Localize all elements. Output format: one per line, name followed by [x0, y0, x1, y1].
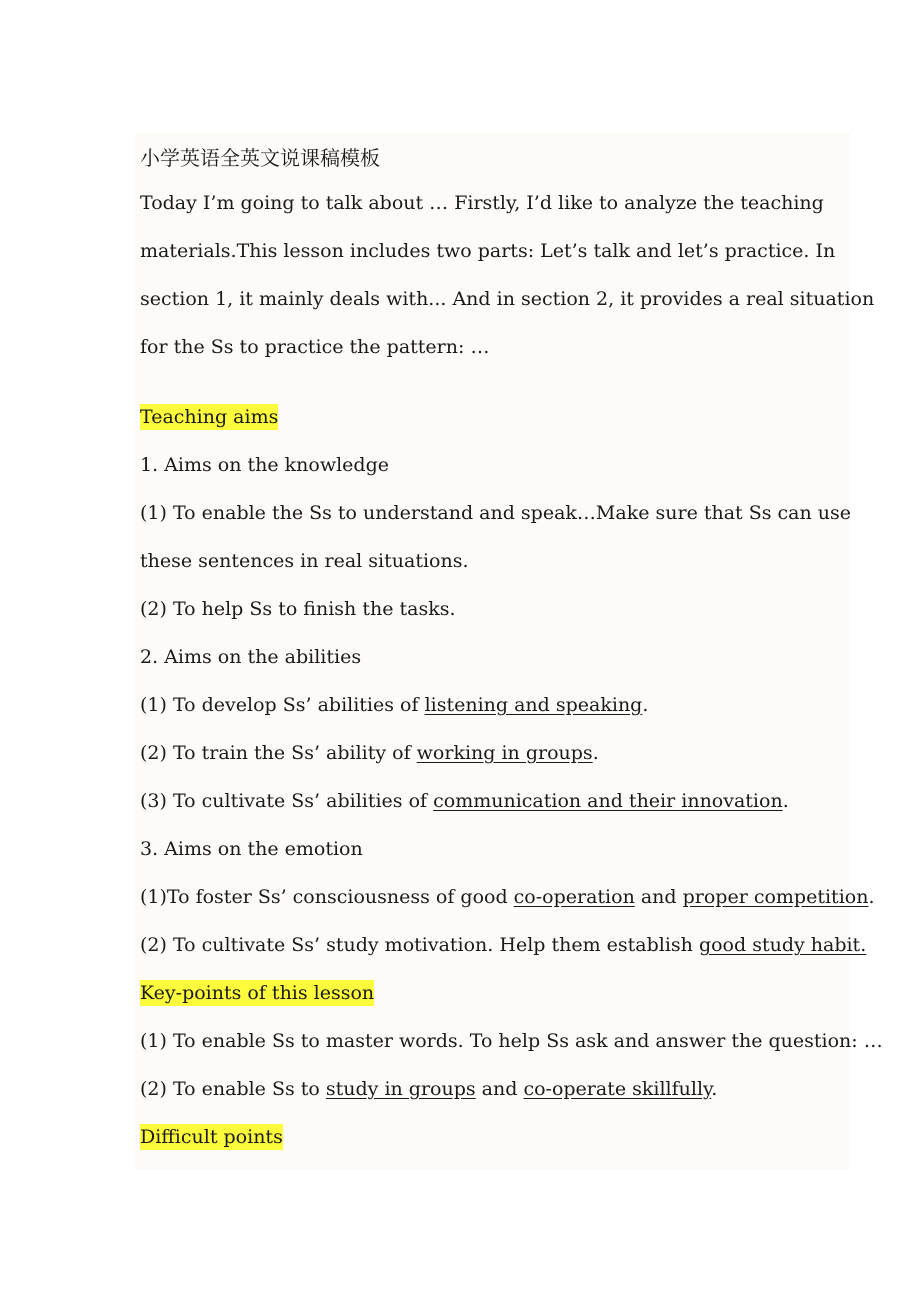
document-title: 小学英语全英文说课稿模板 — [140, 146, 380, 170]
key-points-heading: Key-points of this lesson — [140, 982, 375, 1004]
intro-line-1: Today I’m going to talk about … Firstly, I’d like to analyze the teaching — [140, 192, 824, 214]
aims-abilities-item-3 — [140, 777, 848, 825]
text-segment: . — [868, 886, 875, 908]
aims-abilities-item-1 — [140, 681, 848, 729]
aims-emotion-item-1 — [140, 873, 875, 921]
difficult-points-heading-line — [140, 1113, 848, 1161]
intro-line-2: materials.This lesson includes two parts: Let’s talk and let’s practice. In — [140, 240, 836, 262]
text-segment: (1) To develop Ss’ abilities of — [140, 694, 425, 716]
text-segment: (3) To cultivate Ss’ abilities of — [140, 790, 434, 812]
teaching-aims-heading: Teaching aims — [140, 406, 279, 428]
text-segment: . — [642, 694, 649, 716]
key-points-item-2 — [140, 1065, 848, 1113]
key-points-item-1: (1) To enable Ss to master words. To help Ss ask and answer the question: … — [140, 1030, 883, 1052]
underlined-phrase: communication and their innovation — [433, 790, 783, 812]
underlined-phrase: working in groups — [416, 742, 593, 764]
aims-emotion-item-2 — [140, 921, 867, 969]
text-segment: and — [634, 886, 683, 908]
text-segment: . — [782, 790, 789, 812]
underlined-phrase: co-operation — [513, 886, 635, 908]
underlined-phrase: listening and speaking — [424, 694, 643, 716]
aims-abilities-item-2 — [140, 729, 848, 777]
teaching-aims-heading-line — [140, 393, 848, 441]
intro-line-4: for the Ss to practice the pattern: … — [140, 336, 490, 358]
text-segment: (2) To train the Ss’ ability of — [140, 742, 417, 764]
text-segment: and — [475, 1078, 524, 1100]
underlined-phrase: study in groups — [325, 1078, 476, 1100]
underlined-phrase: co-operate skillfully — [523, 1078, 712, 1100]
aims-knowledge-item-1-line-1: (1) To enable the Ss to understand and speak…Make sure that Ss can use — [140, 502, 852, 524]
aims-knowledge-item-1-line-2: these sentences in real situations. — [140, 550, 469, 572]
document-page — [135, 133, 883, 1169]
aims-abilities-label: 2. Aims on the abilities — [140, 646, 362, 668]
underlined-phrase: proper competition — [682, 886, 869, 908]
text-segment: (2) To enable Ss to — [140, 1078, 326, 1100]
aims-knowledge-label: 1. Aims on the knowledge — [140, 454, 389, 476]
paragraph-gap — [140, 371, 848, 393]
text-segment: . — [711, 1078, 718, 1100]
key-points-heading-line — [140, 969, 848, 1017]
text-segment: (1)To foster Ss’ consciousness of good — [140, 886, 514, 908]
difficult-points-heading: Difficult points — [140, 1126, 283, 1148]
text-segment: (2) To cultivate Ss’ study motivation. Help them establish — [140, 934, 699, 956]
underlined-phrase: good study habit. — [698, 934, 867, 956]
text-segment: . — [592, 742, 599, 764]
aims-emotion-label: 3. Aims on the emotion — [140, 838, 363, 860]
aims-knowledge-item-2: (2) To help Ss to finish the tasks. — [140, 598, 456, 620]
intro-line-3: section 1, it mainly deals with... And in section 2, it provides a real situation — [140, 288, 875, 310]
